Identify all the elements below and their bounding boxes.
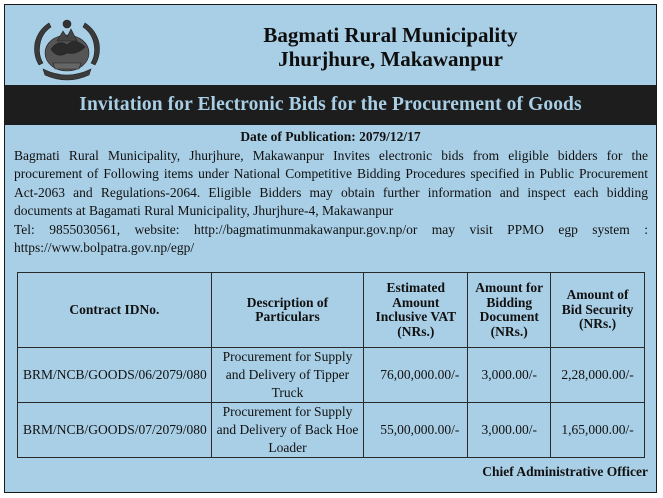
signatory-title: Chief Administrative Officer xyxy=(482,464,648,479)
bid-table xyxy=(17,272,645,458)
notice-page xyxy=(4,4,657,493)
estimate-cell: 55,00,000.00/- xyxy=(364,403,468,458)
notice-paragraph: Bagmati Rural Municipality, Jhurjhure, Makawanpur Invites electronic bids from eligible bidders for the procurement of Following items under National Competitive Bidding Procedures specified in Public Procurement Act-2063 and Regulations-2064. Eligible Bidders may obtain further information and inspect each bidding documents at Bagamati Rural Municipality, Jhurjhure-4, Makawanpur xyxy=(14,148,648,219)
bid-security-cell: 2,28,000.00/- xyxy=(551,348,645,403)
table-header-row xyxy=(18,273,645,348)
title-bar xyxy=(5,85,656,125)
description-cell: Procurement for Supply and Delivery of Tipper Truck xyxy=(211,348,363,403)
contract-id-cell: BRM/NCB/GOODS/07/2079/080 xyxy=(18,403,212,458)
column-header: Description of Particulars xyxy=(211,273,363,348)
contract-id-cell: BRM/NCB/GOODS/06/2079/080 xyxy=(18,348,212,403)
bid-security-cell: 1,65,000.00/- xyxy=(551,403,645,458)
document-fee-cell: 3,000.00/- xyxy=(468,348,551,403)
description-cell: Procurement for Supply and Delivery of Back Hoe Loader xyxy=(211,403,363,458)
notice-title: Invitation for Electronic Bids for the Procurement of Goods xyxy=(79,94,582,115)
notice-body xyxy=(14,147,648,257)
document-fee-cell: 3,000.00/- xyxy=(468,403,551,458)
organization-address: Jhurjhure, Makawanpur xyxy=(278,47,503,71)
header xyxy=(5,5,656,85)
estimate-cell: 76,00,000.00/- xyxy=(364,348,468,403)
table-row xyxy=(18,348,645,403)
nepal-government-emblem-icon xyxy=(29,15,105,83)
column-header: Estimated Amount Inclusive VAT (NRs.) xyxy=(364,273,468,348)
table-row xyxy=(18,403,645,458)
column-header: Contract IDNo. xyxy=(18,273,212,348)
column-header: Amount of Bid Security (NRs.) xyxy=(551,273,645,348)
publication-date: Date of Publication: 2079/12/17 xyxy=(240,129,421,144)
contact-info: Tel: 9855030561, website: http://bagmatimunmakawanpur.gov.np/or may visit PPMO egp system : https://www.bolpatra.gov.np/egp/ xyxy=(14,221,648,256)
organization-name: Bagmati Rural Municipality xyxy=(263,23,518,47)
column-header: Amount for Bidding Document (NRs.) xyxy=(468,273,551,348)
